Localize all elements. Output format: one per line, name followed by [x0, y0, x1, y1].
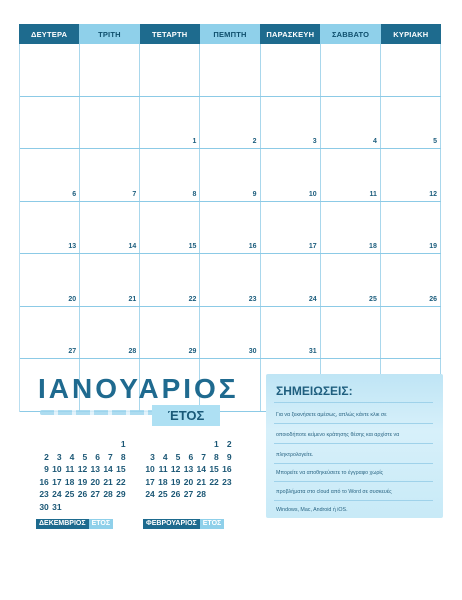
- day-number: 8: [192, 190, 197, 198]
- day-number: 24: [308, 295, 317, 303]
- mini-day-number: 18: [158, 476, 168, 487]
- calendar-day-cell[interactable]: [381, 44, 441, 96]
- mini-day-number: [168, 439, 181, 449]
- day-number: 30: [248, 348, 257, 355]
- day-number: 7: [132, 190, 137, 198]
- mini-day-number: 17: [145, 476, 155, 487]
- day-number: 15: [188, 243, 197, 250]
- calendar-week-row: [20, 44, 441, 97]
- mini-day-number: 23: [222, 476, 232, 487]
- mini-day-number: [113, 502, 126, 512]
- calendar-week-row: [20, 97, 441, 150]
- calendar-day-cell[interactable]: [321, 307, 381, 359]
- mini-day-number: 9: [226, 451, 232, 462]
- notes-rule: [274, 402, 433, 403]
- calendar-day-cell[interactable]: [200, 149, 260, 201]
- mini-day-number: [36, 439, 49, 449]
- mini-day-number: 10: [52, 464, 62, 475]
- day-number: 14: [128, 243, 137, 250]
- mini-day-number: [100, 439, 113, 449]
- notes-box[interactable]: [266, 374, 443, 518]
- notes-rule: [274, 463, 433, 464]
- day-number: 18: [369, 243, 377, 250]
- next-month-label: [143, 519, 224, 529]
- day-number: 21: [128, 295, 137, 303]
- year-label[interactable]: ΈΤΟΣ: [152, 405, 220, 426]
- calendar-day-cell[interactable]: [20, 97, 80, 149]
- mini-day-number: 20: [90, 476, 100, 487]
- mini-day-number: 9: [44, 464, 49, 475]
- mini-day-number: 11: [158, 464, 168, 475]
- notes-title: ΣΗΜΕΙΩΣΕΙΣ:: [276, 384, 353, 398]
- mini-day-number: 14: [196, 464, 206, 475]
- mini-day-number: 2: [226, 439, 232, 449]
- mini-day-number: [142, 439, 155, 449]
- calendar-day-cell[interactable]: [80, 97, 140, 149]
- day-number: 9: [252, 190, 257, 198]
- calendar-week-row: [20, 307, 441, 360]
- mini-day-number: 10: [145, 464, 155, 475]
- calendar-day-cell[interactable]: [381, 254, 441, 306]
- mini-day-number: 3: [150, 451, 155, 462]
- calendar-day-cell[interactable]: [261, 202, 321, 254]
- calendar-week-row: [20, 254, 441, 307]
- prev-month-mini-calendar: [36, 439, 126, 512]
- calendar-day-cell[interactable]: [321, 44, 381, 96]
- mini-day-number: 13: [183, 464, 194, 475]
- mini-day-number: [49, 439, 62, 449]
- weekday-monday: ΔΕΥΤΕΡΑ: [19, 24, 79, 44]
- calendar-day-cell[interactable]: [20, 254, 80, 306]
- prev-month-days: [36, 439, 126, 512]
- day-number: 31: [308, 348, 317, 355]
- mini-day-number: 28: [103, 489, 113, 500]
- mini-day-number: 7: [108, 451, 113, 462]
- calendar-day-cell[interactable]: [20, 44, 80, 96]
- calendar-day-cell[interactable]: [261, 97, 321, 149]
- calendar-day-cell[interactable]: [200, 44, 260, 96]
- day-number: 23: [248, 295, 257, 303]
- mini-day-number: 18: [64, 476, 75, 487]
- calendar-day-cell[interactable]: [321, 97, 381, 149]
- mini-day-number: 23: [39, 489, 49, 500]
- calendar-day-cell[interactable]: [140, 44, 200, 96]
- day-number: 28: [128, 348, 137, 355]
- calendar-week-row: [20, 202, 441, 255]
- day-number: 22: [188, 295, 197, 303]
- notes-rule: [274, 500, 433, 501]
- mini-day-number: 15: [209, 464, 219, 475]
- calendar-day-cell[interactable]: [381, 307, 441, 359]
- day-number: 26: [429, 295, 437, 303]
- calendar-day-cell[interactable]: [140, 149, 200, 201]
- weekday-saturday: ΣΑΒΒΑΤΟ: [320, 24, 380, 44]
- day-number: 11: [369, 190, 377, 198]
- calendar-day-cell[interactable]: [20, 149, 80, 201]
- mini-day-number: [206, 489, 219, 499]
- calendar-day-cell[interactable]: [321, 254, 381, 306]
- calendar-day-cell[interactable]: [261, 254, 321, 306]
- mini-day-number: [62, 502, 75, 512]
- mini-day-number: 7: [201, 451, 206, 462]
- mini-day-number: 1: [120, 439, 126, 449]
- weekday-header-row: [19, 24, 441, 44]
- mini-day-number: [180, 439, 193, 449]
- mini-day-number: 24: [52, 489, 62, 500]
- mini-day-number: 28: [196, 489, 206, 500]
- calendar-day-cell[interactable]: [80, 149, 140, 201]
- mini-day-number: 21: [196, 476, 206, 487]
- next-month-name[interactable]: ΦΕΒΡΟΥΑΡΙΟΣ: [143, 519, 200, 529]
- calendar-week-row: [20, 149, 441, 202]
- day-number: 25: [369, 295, 377, 303]
- mini-day-number: 8: [214, 451, 219, 462]
- notes-line: οποιοδήποτε κείμενο κράτησης θέσης και αρχίστε να: [276, 432, 400, 438]
- day-number: 2: [252, 138, 257, 145]
- mini-day-number: 4: [162, 451, 168, 462]
- mini-day-number: [87, 439, 100, 449]
- calendar-day-cell[interactable]: [261, 307, 321, 359]
- calendar-day-cell[interactable]: [80, 44, 140, 96]
- prev-month-name[interactable]: ΔΕΚΕΜΒΡΙΟΣ: [36, 519, 89, 529]
- mini-day-number: 22: [116, 476, 126, 487]
- day-number: 13: [68, 243, 77, 250]
- calendar-day-cell[interactable]: [80, 202, 140, 254]
- mini-day-number: 2: [44, 451, 49, 462]
- calendar-day-cell[interactable]: [381, 149, 441, 201]
- mini-day-number: 19: [170, 476, 181, 487]
- next-month-days: [142, 439, 232, 499]
- mini-day-number: 19: [77, 476, 88, 487]
- calendar-day-cell[interactable]: [381, 202, 441, 254]
- mini-day-number: 8: [120, 451, 126, 462]
- mini-day-number: [193, 439, 206, 449]
- calendar-day-cell[interactable]: [261, 149, 321, 201]
- mini-day-number: 15: [116, 464, 126, 475]
- mini-day-number: 31: [52, 501, 62, 512]
- mini-day-number: [62, 439, 75, 449]
- mini-day-number: 29: [116, 489, 126, 500]
- mini-day-number: [155, 439, 168, 449]
- mini-day-number: 4: [69, 451, 75, 462]
- mini-day-number: 26: [170, 489, 181, 500]
- mini-day-number: 6: [95, 451, 100, 462]
- day-number: 4: [372, 138, 377, 145]
- calendar-day-cell[interactable]: [20, 202, 80, 254]
- calendar-day-cell[interactable]: [200, 202, 260, 254]
- calendar-day-cell[interactable]: [321, 202, 381, 254]
- calendar-day-cell[interactable]: [200, 307, 260, 359]
- day-number: 6: [72, 190, 77, 198]
- next-month-mini-calendar: [142, 439, 232, 499]
- notes-line: Για να ξεκινήσετε αμέσως, απλώς κάντε κλικ σε: [276, 412, 387, 418]
- calendar-day-cell[interactable]: [140, 307, 200, 359]
- day-number: 16: [248, 243, 257, 250]
- day-number: 12: [429, 190, 437, 198]
- mini-day-number: 5: [175, 451, 181, 462]
- calendar-day-cell[interactable]: [381, 97, 441, 149]
- calendar-day-cell[interactable]: [200, 254, 260, 306]
- day-number: 1: [192, 138, 197, 145]
- day-number: 5: [433, 138, 437, 145]
- prev-month-label: [36, 519, 113, 529]
- month-title[interactable]: ΙΑΝΟΥΑΡΙΟΣ: [38, 373, 239, 404]
- mini-day-number: 25: [158, 489, 168, 500]
- next-month-year[interactable]: ΕΤΟΣ: [200, 519, 224, 529]
- weekday-tuesday: ΤΡΙΤΗ: [79, 24, 139, 44]
- calendar-day-cell[interactable]: [261, 44, 321, 96]
- calendar-day-cell[interactable]: [20, 307, 80, 359]
- mini-day-number: [219, 489, 232, 499]
- day-number: 19: [429, 243, 437, 250]
- weekday-thursday: ΠΕΜΠΤΗ: [200, 24, 260, 44]
- mini-day-number: 21: [103, 476, 113, 487]
- notes-line: προβλήματα στο cloud από το Word σε συσκευές: [276, 489, 392, 495]
- weekday-sunday: ΚΥΡΙΑΚΗ: [381, 24, 441, 44]
- notes-line: Windows, Mac, Android ή iOS.: [276, 507, 348, 513]
- mini-day-number: 3: [56, 451, 62, 462]
- day-number: 10: [308, 190, 317, 198]
- mini-day-number: 30: [39, 501, 49, 512]
- day-number: 27: [68, 348, 77, 355]
- mini-day-number: 16: [39, 476, 49, 487]
- mini-day-number: [87, 502, 100, 512]
- mini-day-number: 1: [214, 439, 219, 449]
- mini-day-number: 27: [183, 489, 194, 500]
- calendar-day-cell[interactable]: [140, 97, 200, 149]
- day-number: 29: [188, 348, 197, 355]
- notes-line: Μπορείτε να αποθηκεύσετε το έγγραφο χωρίς: [276, 470, 384, 476]
- mini-day-number: [100, 502, 113, 512]
- mini-day-number: 5: [82, 451, 88, 462]
- notes-rule: [274, 443, 433, 444]
- day-number: 17: [308, 243, 317, 250]
- mini-day-number: 26: [77, 489, 88, 500]
- calendar-day-cell[interactable]: [321, 149, 381, 201]
- mini-day-number: 11: [65, 464, 75, 475]
- calendar-day-cell[interactable]: [140, 202, 200, 254]
- day-number: 3: [312, 138, 317, 145]
- day-number: 20: [68, 295, 77, 303]
- weekday-wednesday: ΤΕΤΑΡΤΗ: [140, 24, 200, 44]
- weekday-friday: ΠΑΡΑΣΚΕΥΗ: [260, 24, 320, 44]
- mini-day-number: 25: [64, 489, 75, 500]
- month-calendar-grid: [19, 24, 441, 412]
- prev-month-year[interactable]: ΕΤΟΣ: [89, 519, 113, 529]
- notes-line: πληκτρολογείτε.: [276, 452, 314, 458]
- mini-day-number: 17: [52, 476, 62, 487]
- notes-rule: [274, 423, 433, 424]
- notes-rule: [274, 481, 433, 482]
- weeks-container: [19, 44, 441, 412]
- mini-day-number: 27: [90, 489, 100, 500]
- calendar-day-cell[interactable]: [200, 97, 260, 149]
- mini-day-number: [74, 502, 87, 512]
- mini-day-number: 24: [145, 489, 155, 500]
- mini-day-number: 12: [170, 464, 181, 475]
- calendar-day-cell[interactable]: [80, 307, 140, 359]
- mini-day-number: 22: [209, 476, 219, 487]
- mini-day-number: 6: [188, 451, 194, 462]
- mini-day-number: 16: [222, 464, 232, 475]
- mini-day-number: [74, 439, 87, 449]
- mini-day-number: 20: [183, 476, 194, 487]
- calendar-day-cell[interactable]: [80, 254, 140, 306]
- mini-day-number: 12: [77, 464, 88, 475]
- mini-day-number: 14: [103, 464, 113, 475]
- mini-day-number: 13: [90, 464, 100, 475]
- calendar-day-cell[interactable]: [140, 254, 200, 306]
